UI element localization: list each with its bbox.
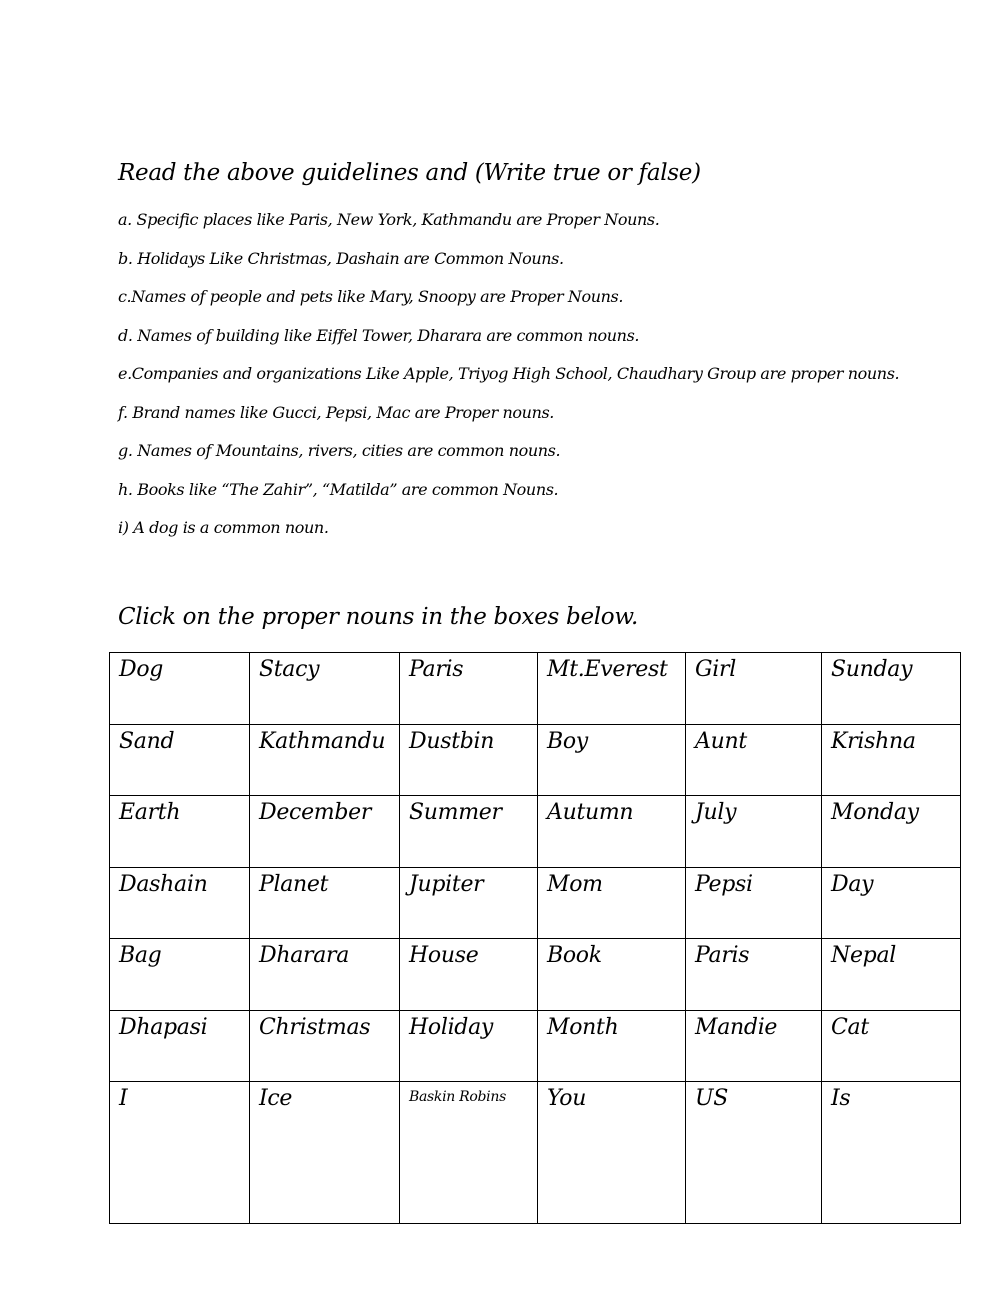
word-cell[interactable]: December xyxy=(250,796,400,868)
word-cell[interactable]: July xyxy=(686,796,822,868)
word-cell[interactable]: Planet xyxy=(250,867,400,939)
word-cell[interactable]: Bag xyxy=(110,939,250,1011)
word-cell[interactable]: Dustbin xyxy=(400,724,538,796)
word-cell[interactable]: Autumn xyxy=(538,796,686,868)
word-cell[interactable]: Monday xyxy=(822,796,961,868)
grid-row xyxy=(110,1082,961,1224)
statement-item: e.Companies and organizations Like Apple, Triyog High School, Chaudhary Group are proper nouns. xyxy=(118,364,900,383)
word-cell[interactable]: I xyxy=(110,1082,250,1224)
word-cell[interactable]: Nepal xyxy=(822,939,961,1011)
word-cell[interactable]: Earth xyxy=(110,796,250,868)
word-cell[interactable]: Dog xyxy=(110,653,250,725)
word-cell[interactable]: Sand xyxy=(110,724,250,796)
word-cell[interactable]: Girl xyxy=(686,653,822,725)
word-cell[interactable]: Stacy xyxy=(250,653,400,725)
grid-row xyxy=(110,939,961,1011)
word-cell[interactable]: Kathmandu xyxy=(250,724,400,796)
word-cell[interactable]: Is xyxy=(822,1082,961,1224)
word-cell[interactable]: Krishna xyxy=(822,724,961,796)
statement-item: i) A dog is a common noun. xyxy=(118,518,329,537)
word-cell[interactable]: Mandie xyxy=(686,1010,822,1082)
grid-row xyxy=(110,1010,961,1082)
statement-item: a. Specific places like Paris, New York, Kathmandu are Proper Nouns. xyxy=(118,210,660,229)
grid-row xyxy=(110,653,961,725)
word-cell[interactable]: Summer xyxy=(400,796,538,868)
grid-row xyxy=(110,724,961,796)
word-cell[interactable]: Day xyxy=(822,867,961,939)
word-cell[interactable]: You xyxy=(538,1082,686,1224)
word-cell[interactable]: Ice xyxy=(250,1082,400,1224)
word-cell[interactable]: Jupiter xyxy=(400,867,538,939)
word-cell[interactable]: Holiday xyxy=(400,1010,538,1082)
grid-heading: Click on the proper nouns in the boxes below. xyxy=(118,604,639,630)
word-cell[interactable]: Boy xyxy=(538,724,686,796)
word-cell[interactable]: Cat xyxy=(822,1010,961,1082)
grid-row xyxy=(110,796,961,868)
statement-item: g. Names of Mountains, rivers, cities are common nouns. xyxy=(118,441,561,460)
statement-list xyxy=(118,207,899,554)
word-cell[interactable]: Mom xyxy=(538,867,686,939)
word-cell[interactable]: Aunt xyxy=(686,724,822,796)
word-cell[interactable]: Month xyxy=(538,1010,686,1082)
word-cell[interactable]: US xyxy=(686,1082,822,1224)
word-cell[interactable]: Book xyxy=(538,939,686,1011)
word-cell[interactable]: Baskin Robins xyxy=(400,1082,538,1224)
word-cell[interactable]: Mt.Everest xyxy=(538,653,686,725)
word-cell[interactable]: House xyxy=(400,939,538,1011)
statement-item: c.Names of people and pets like Mary, Snoopy are Proper Nouns. xyxy=(118,287,624,306)
statement-item: d. Names of building like Eiffel Tower, Dharara are common nouns. xyxy=(118,325,640,345)
word-cell[interactable]: Dharara xyxy=(250,939,400,1011)
statement-item: b. Holidays Like Christmas, Dashain are Common Nouns. xyxy=(118,248,564,268)
statement-item: f. Brand names like Gucci, Pepsi, Mac are Proper nouns. xyxy=(118,402,554,422)
statements-heading: Read the above guidelines and (Write true or false) xyxy=(118,160,701,186)
grid-row xyxy=(110,867,961,939)
proper-noun-grid xyxy=(109,652,961,1224)
word-cell[interactable]: Pepsi xyxy=(686,867,822,939)
word-cell[interactable]: Sunday xyxy=(822,653,961,725)
word-cell[interactable]: Dhapasi xyxy=(110,1010,250,1082)
word-cell[interactable]: Dashain xyxy=(110,867,250,939)
word-cell[interactable]: Paris xyxy=(400,653,538,725)
statement-item: h. Books like “The Zahir”, “Matilda” are common Nouns. xyxy=(118,479,559,499)
word-cell[interactable]: Christmas xyxy=(250,1010,400,1082)
word-cell[interactable]: Paris xyxy=(686,939,822,1011)
